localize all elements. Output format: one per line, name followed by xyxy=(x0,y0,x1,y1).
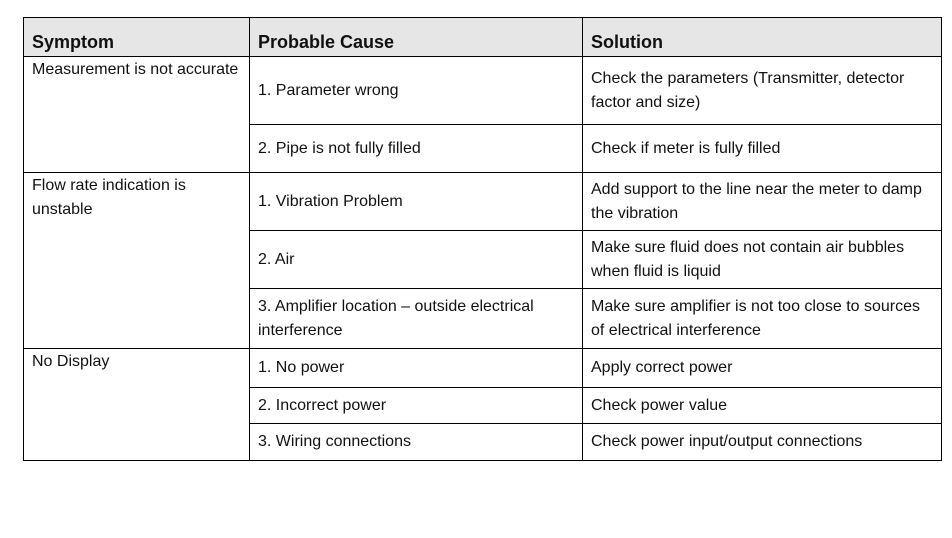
solution-cell: Apply correct power xyxy=(583,349,942,388)
solution-cell: Check power value xyxy=(583,388,942,424)
solution-cell: Make sure amplifier is not too close to sources of electrical interference xyxy=(583,289,942,349)
header-probable-cause: Probable Cause xyxy=(250,18,583,57)
cause-cell: 3. Wiring connections xyxy=(250,424,583,461)
symptom-cell: Flow rate indication is unstable xyxy=(24,173,250,349)
symptom-cell: Measurement is not accurate xyxy=(24,57,250,173)
table-row xyxy=(24,349,942,388)
cause-cell: 1. No power xyxy=(250,349,583,388)
symptom-cell: No Display xyxy=(24,349,250,461)
header-solution: Solution xyxy=(583,18,942,57)
cause-cell: 2. Pipe is not fully filled xyxy=(250,125,583,173)
cause-cell: 2. Air xyxy=(250,231,583,289)
solution-cell: Check the parameters (Transmitter, detector factor and size) xyxy=(583,57,942,125)
table-row xyxy=(24,57,942,125)
cause-cell: 1. Parameter wrong xyxy=(250,57,583,125)
cause-cell: 1. Vibration Problem xyxy=(250,173,583,231)
solution-cell: Add support to the line near the meter to damp the vibration xyxy=(583,173,942,231)
header-symptom: Symptom xyxy=(24,18,250,57)
cause-cell: 3. Amplifier location – outside electrical interference xyxy=(250,289,583,349)
troubleshooting-table xyxy=(23,17,942,461)
solution-cell: Check power input/output connections xyxy=(583,424,942,461)
header-row xyxy=(24,18,942,57)
cause-cell: 2. Incorrect power xyxy=(250,388,583,424)
solution-cell: Make sure fluid does not contain air bubbles when fluid is liquid xyxy=(583,231,942,289)
table-row xyxy=(24,173,942,231)
solution-cell: Check if meter is fully filled xyxy=(583,125,942,173)
